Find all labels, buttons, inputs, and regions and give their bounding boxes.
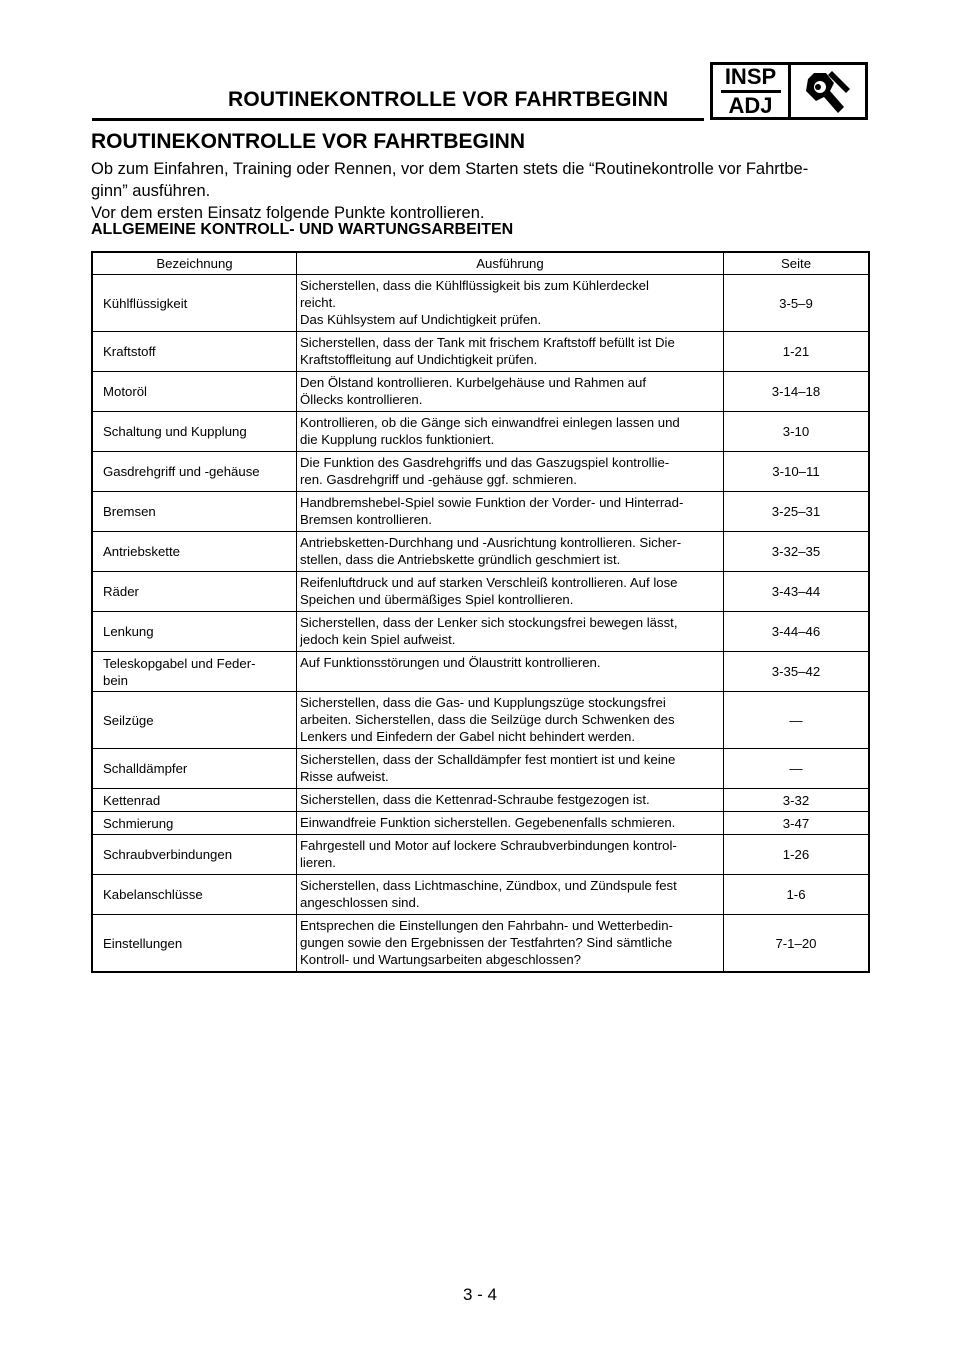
ausfuehrung-line: [300, 671, 720, 688]
ausfuehrung-line: Handbremshebel-Spiel sowie Funktion der Vorder- und Hinterrad-: [300, 495, 684, 510]
table-body: [92, 275, 869, 973]
cell-seite: 3-14–18: [724, 372, 870, 412]
cell-ausfuehrung: [297, 612, 724, 652]
ausfuehrung-line: arbeiten. Sicherstellen, dass die Seilzüge durch Schwenken des: [300, 712, 675, 727]
ausfuehrung-line: Speichen und übermäßiges Spiel kontrollieren.: [300, 592, 574, 607]
table-row: [92, 332, 869, 372]
ausfuehrung-line: Sicherstellen, dass die Gas- und Kupplungszüge stockungsfrei: [300, 695, 666, 710]
cell-seite: 3-32–35: [724, 532, 870, 572]
cell-ausfuehrung: [297, 492, 724, 532]
cell-bezeichnung: [92, 275, 297, 332]
bezeichnung-line: Seilzüge: [103, 712, 154, 728]
ausfuehrung-line: Reifenluftdruck und auf starken Verschleiß kontrollieren. Auf lose: [300, 575, 678, 590]
ausfuehrung-line: Sicherstellen, dass der Schalldämpfer fest montiert ist und keine: [300, 752, 676, 767]
cell-bezeichnung: [92, 572, 297, 612]
cell-seite: 1-6: [724, 875, 870, 915]
cell-ausfuehrung: [297, 332, 724, 372]
ausfuehrung-line: die Kupplung rucklos funktioniert.: [300, 432, 495, 447]
cell-ausfuehrung: [297, 875, 724, 915]
cell-bezeichnung: [92, 835, 297, 875]
table-row: [92, 372, 869, 412]
cell-ausfuehrung: [297, 412, 724, 452]
ausfuehrung-line: Lenkers und Einfedern der Gabel nicht behindert werden.: [300, 729, 636, 744]
bezeichnung-line: Lenkung: [103, 624, 154, 639]
ausfuehrung-line: Auf Funktionsstörungen und Ölaustritt kontrollieren.: [300, 655, 601, 670]
cell-seite: 3-5–9: [724, 275, 870, 332]
ausfuehrung-line: ren. Gasdrehgriff und -gehäuse ggf. schmieren.: [300, 472, 577, 487]
cell-ausfuehrung: [297, 452, 724, 492]
cell-bezeichnung: [92, 875, 297, 915]
table-row: [92, 452, 869, 492]
cell-bezeichnung: [92, 692, 297, 749]
ausfuehrung-line: Sicherstellen, dass der Lenker sich stockungsfrei bewegen lässt,: [300, 615, 678, 630]
inspection-table: [91, 251, 870, 973]
cell-ausfuehrung: [297, 789, 724, 812]
cell-seite: 3-25–31: [724, 492, 870, 532]
ausfuehrung-line: Sicherstellen, dass die Kettenrad-Schraube festgezogen ist.: [300, 792, 650, 807]
cell-bezeichnung: [92, 749, 297, 789]
section-title: ROUTINEKONTROLLE VOR FAHRTBEGINN: [91, 130, 525, 153]
ausfuehrung-line: reicht.: [300, 295, 336, 310]
intro-line: Ob zum Einfahren, Training oder Rennen, vor dem Starten stets die “Routinekontrolle vor Fahrtbe-: [91, 160, 809, 178]
table-row: [92, 412, 869, 452]
bezeichnung-line: Räder: [103, 584, 139, 599]
bezeichnung-line: Antriebskette: [103, 544, 180, 559]
ausfuehrung-line: Sicherstellen, dass die Kühlflüssigkeit bis zum Kühlerdeckel: [300, 278, 649, 293]
badge-insp-label: INSP: [724, 63, 777, 89]
bezeichnung-line: Schmierung: [103, 815, 174, 831]
cell-bezeichnung: [92, 612, 297, 652]
bezeichnung-line: bein: [103, 672, 128, 688]
intro-line: Vor dem ersten Einsatz folgende Punkte kontrollieren.: [91, 204, 485, 222]
bezeichnung-line: Gasdrehgriff und -gehäuse: [103, 464, 260, 479]
ausfuehrung-line: Sicherstellen, dass der Tank mit frischem Kraftstoff befüllt ist Die: [300, 335, 675, 350]
column-header-seite: Seite: [724, 252, 870, 275]
cell-seite: 3-35–42: [724, 652, 870, 692]
table-row: [92, 692, 869, 749]
ausfuehrung-line: stellen, dass die Antriebskette gründlich geschmiert ist.: [300, 552, 621, 567]
cell-bezeichnung: [92, 789, 297, 812]
table-row: [92, 652, 869, 692]
cell-bezeichnung: [92, 652, 297, 692]
bezeichnung-line: Schalldämpfer: [103, 761, 188, 776]
ausfuehrung-line: Das Kühlsystem auf Undichtigkeit prüfen.: [300, 312, 542, 327]
wrench-tool-icon: [791, 65, 865, 117]
bezeichnung-line: Einstellungen: [103, 935, 183, 951]
ausfuehrung-line: Kontrollieren, ob die Gänge sich einwandfrei einlegen lassen und: [300, 415, 680, 430]
cell-ausfuehrung: [297, 532, 724, 572]
bezeichnung-line: Kraftstoff: [103, 344, 156, 359]
cell-bezeichnung: [92, 915, 297, 973]
table-row: [92, 835, 869, 875]
table-row: [92, 275, 869, 332]
bezeichnung-line: Kettenrad: [103, 792, 161, 808]
cell-bezeichnung: [92, 452, 297, 492]
running-header-title: ROUTINEKONTROLLE VOR FAHRTBEGINN: [228, 88, 669, 111]
page-number: 3 - 4: [462, 1285, 498, 1304]
cell-ausfuehrung: [297, 749, 724, 789]
ausfuehrung-line: Bremsen kontrollieren.: [300, 512, 432, 527]
ausfuehrung-line: Den Ölstand kontrollieren. Kurbelgehäuse und Rahmen auf: [300, 375, 647, 390]
bezeichnung-line: Kühlflüssigkeit: [103, 295, 188, 311]
cell-seite: 7-1–20: [724, 915, 870, 973]
table-header-row: [92, 252, 869, 275]
insp-adj-badge: [710, 62, 868, 120]
ausfuehrung-line: Öllecks kontrollieren.: [300, 392, 423, 407]
bezeichnung-line: Teleskopgabel und Feder-: [103, 655, 256, 671]
intro-text: [91, 158, 871, 224]
badge-text: [713, 65, 791, 117]
table-row: [92, 492, 869, 532]
cell-seite: 3-47: [724, 812, 870, 835]
bezeichnung-line: Kabelanschlüsse: [103, 887, 203, 902]
cell-ausfuehrung: [297, 915, 724, 973]
cell-ausfuehrung: [297, 275, 724, 332]
intro-line: ginn” ausführen.: [91, 182, 211, 200]
bezeichnung-line: Bremsen: [103, 504, 156, 519]
ausfuehrung-line: Einwandfreie Funktion sicherstellen. Gegebenenfalls schmieren.: [300, 815, 676, 830]
column-header-bezeichnung: Bezeichnung: [92, 252, 297, 275]
table-row: [92, 875, 869, 915]
ausfuehrung-line: Sicherstellen, dass Lichtmaschine, Zündbox, und Zündspule fest: [300, 878, 677, 893]
cell-ausfuehrung: [297, 812, 724, 835]
table-row: [92, 532, 869, 572]
bezeichnung-line: Schaltung und Kupplung: [103, 424, 247, 439]
ausfuehrung-line: Entsprechen die Einstellungen den Fahrbahn- und Wetterbedin-: [300, 918, 673, 933]
ausfuehrung-line: Kontroll- und Wartungsarbeiten abgeschlossen?: [300, 952, 582, 967]
bezeichnung-line: Schraubverbindungen: [103, 847, 233, 862]
table-row: [92, 749, 869, 789]
ausfuehrung-line: Kraftstoffleitung auf Undichtigkeit prüfen.: [300, 352, 538, 367]
cell-ausfuehrung: [297, 652, 724, 692]
ausfuehrung-line: lieren.: [300, 855, 336, 870]
cell-ausfuehrung: [297, 692, 724, 749]
cell-seite: 3-44–46: [724, 612, 870, 652]
cell-seite: 3-10: [724, 412, 870, 452]
cell-seite: 3-32: [724, 789, 870, 812]
cell-seite: —: [724, 692, 870, 749]
ausfuehrung-line: Risse aufweist.: [300, 769, 389, 784]
table-row: [92, 572, 869, 612]
cell-bezeichnung: [92, 532, 297, 572]
ausfuehrung-line: angeschlossen sind.: [300, 895, 420, 910]
cell-seite: 3-43–44: [724, 572, 870, 612]
table-row: [92, 789, 869, 812]
bezeichnung-line: Motoröl: [103, 384, 147, 399]
ausfuehrung-line: jedoch kein Spiel aufweist.: [300, 632, 456, 647]
cell-bezeichnung: [92, 412, 297, 452]
ausfuehrung-line: gungen sowie den Ergebnissen der Testfahrten? Sind sämtliche: [300, 935, 673, 950]
header-rule: [92, 118, 704, 121]
cell-ausfuehrung: [297, 835, 724, 875]
cell-bezeichnung: [92, 492, 297, 532]
ausfuehrung-line: Fahrgestell und Motor auf lockere Schraubverbindungen kontrol-: [300, 838, 677, 853]
column-header-ausfuehrung: Ausführung: [297, 252, 724, 275]
table-row: [92, 812, 869, 835]
cell-bezeichnung: [92, 812, 297, 835]
table-row: [92, 612, 869, 652]
cell-ausfuehrung: [297, 372, 724, 412]
cell-seite: 1-26: [724, 835, 870, 875]
ausfuehrung-line: Antriebsketten-Durchhang und -Ausrichtung kontrollieren. Sicher-: [300, 535, 682, 550]
ausfuehrung-line: Die Funktion des Gasdrehgriffs und das Gaszugspiel kontrollie-: [300, 455, 670, 470]
cell-seite: 3-10–11: [724, 452, 870, 492]
cell-ausfuehrung: [297, 572, 724, 612]
cell-seite: 1-21: [724, 332, 870, 372]
cell-bezeichnung: [92, 332, 297, 372]
cell-bezeichnung: [92, 372, 297, 412]
subsection-title: ALLGEMEINE KONTROLL- UND WARTUNGSARBEITEN: [91, 221, 514, 238]
cell-seite: —: [724, 749, 870, 789]
table-row: [92, 915, 869, 973]
badge-adj-label: ADJ: [721, 90, 781, 117]
